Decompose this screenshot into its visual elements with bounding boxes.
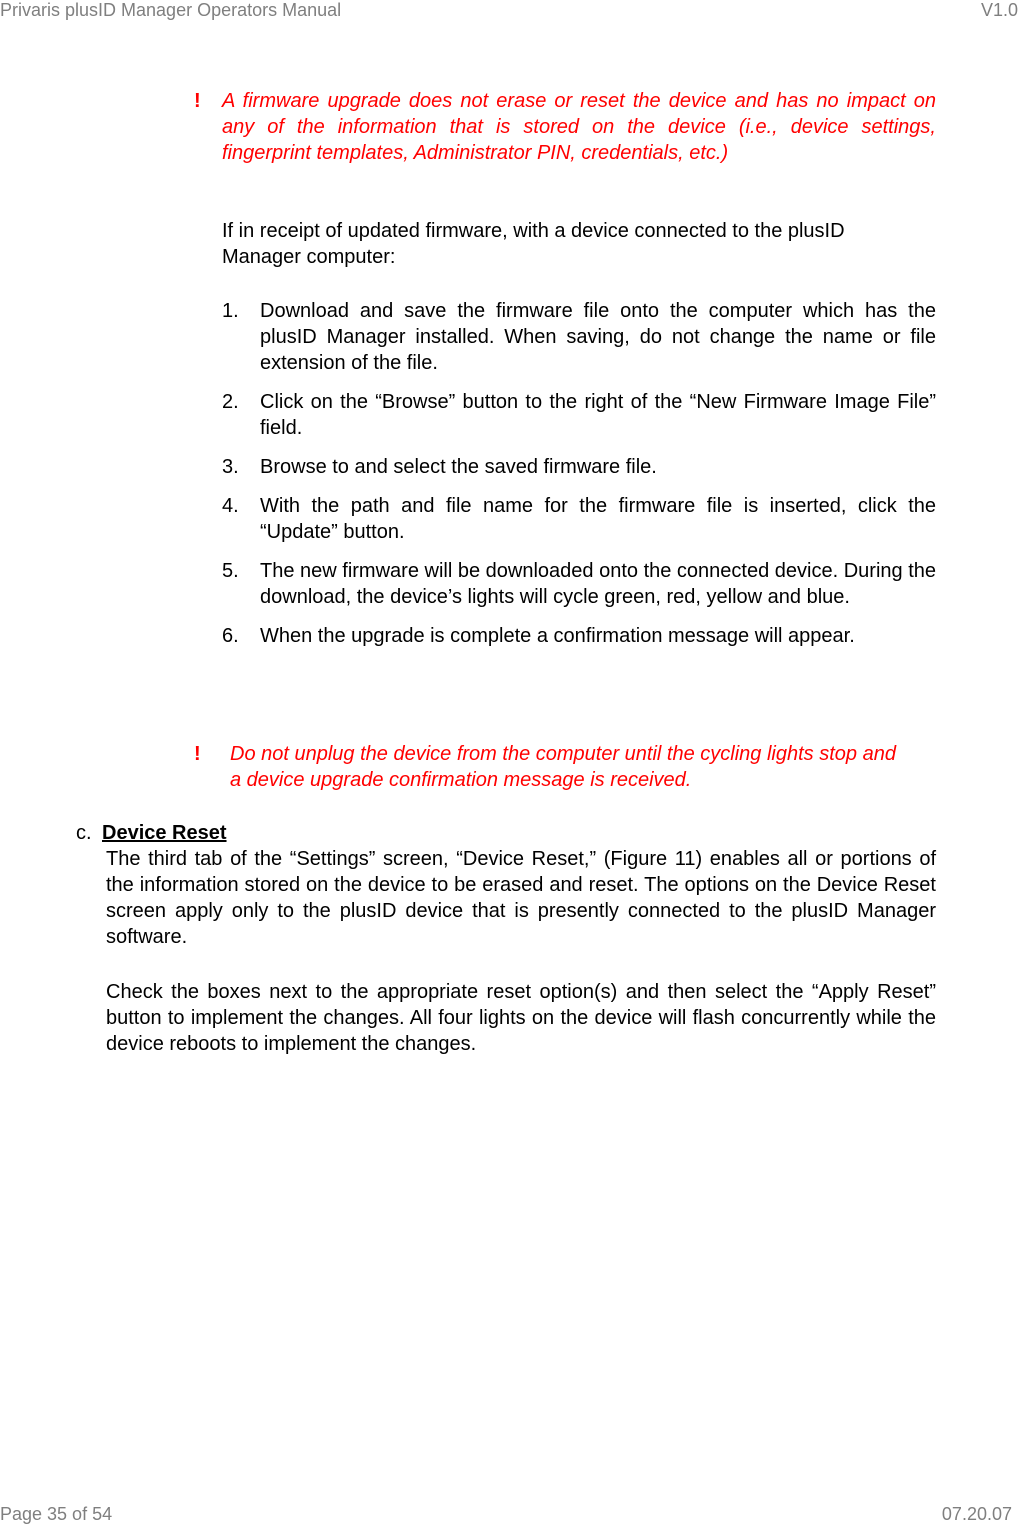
list-item — [222, 558, 936, 610]
page-number: Page 35 of 54 — [0, 1504, 113, 1524]
step-number: 1. — [222, 300, 239, 322]
step-number: 3. — [222, 456, 239, 478]
device-reset-description: The third tab of the “Settings” screen, “Device Reset,” (Figure 11) enables all or portions of the information stored on the device to be erased and reset. The options on the Device Reset screen apply only to the plusID device that is presently connected to the plusID Manager software. — [106, 848, 936, 948]
unplug-warning-note: Do not unplug the device from the computer until the cycling lights stop and a device upgrade confirmation message is received. — [230, 743, 896, 791]
step-text: Download and save the firmware file onto the computer which has the plusID Manager installed. When saving, do not change the name or file extension of the file. — [260, 300, 936, 374]
step-number: 6. — [222, 625, 239, 647]
step-text: With the path and file name for the firmware file is inserted, click the “Update” button. — [260, 495, 936, 543]
running-header-version: V1.0 — [980, 0, 1018, 20]
step-text: Browse to and select the saved firmware file. — [260, 456, 657, 478]
step-number: 2. — [222, 391, 239, 413]
document-date: 07.20.07 — [941, 1504, 1012, 1524]
warning-icon: ! — [194, 743, 201, 765]
step-text: When the upgrade is complete a confirmation message will appear. — [260, 625, 855, 647]
firmware-steps-list — [222, 298, 936, 662]
section-title: Device Reset — [102, 822, 227, 844]
warning-icon: ! — [194, 90, 201, 112]
step-text: Click on the “Browse” button to the right of the “New Firmware Image File” field. — [260, 391, 936, 439]
list-item — [222, 454, 936, 480]
section-letter: c. — [76, 822, 92, 844]
list-item — [222, 623, 936, 649]
list-item — [222, 298, 936, 376]
firmware-warning-note: A firmware upgrade does not erase or reset the device and has no impact on any of the information that is stored on the device (i.e., device settings, fingerprint templates, Administrator PIN, credentials, etc.) — [222, 90, 936, 164]
step-text: The new firmware will be downloaded onto the connected device. During the download, the device’s lights will cycle green, red, yellow and blue. — [260, 560, 936, 608]
step-number: 5. — [222, 560, 239, 582]
list-item — [222, 493, 936, 545]
list-item — [222, 389, 936, 441]
step-number: 4. — [222, 495, 239, 517]
device-reset-instructions: Check the boxes next to the appropriate reset option(s) and then select the “Apply Reset” button to implement the changes. All four lights on the device will flash concurrently while the device reboots to implement the changes. — [106, 981, 936, 1055]
firmware-intro: If in receipt of updated firmware, with a device connected to the plusID Manager computer: — [222, 220, 845, 268]
running-header-title: Privaris plusID Manager Operators Manual — [0, 0, 342, 20]
